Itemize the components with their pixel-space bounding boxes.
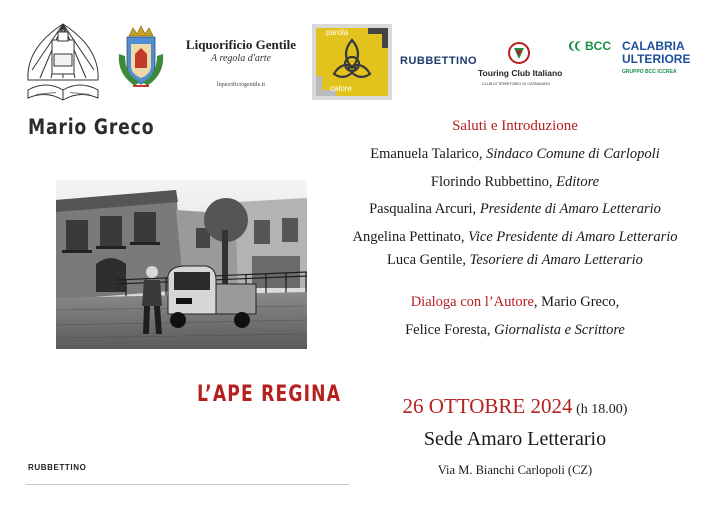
amaro-letterario-logo	[22, 18, 104, 106]
speaker-line	[320, 252, 710, 269]
bcc-calabria-logo	[567, 38, 697, 82]
speaker-role: Tesoriere di Amaro Letterario	[469, 252, 643, 268]
speaker-name: Pasqualina Arcuri,	[369, 201, 477, 217]
parola-text: parola	[326, 28, 349, 37]
bcc-mark-text: BCC	[585, 39, 611, 53]
book-author: Mario Greco	[28, 115, 155, 139]
touring-club-name: Touring Club Italiano	[478, 68, 563, 78]
event-time: (h 18.00)	[576, 402, 628, 417]
event-venue: Sede Amaro Letterario	[423, 428, 607, 450]
touring-club-logo	[478, 42, 563, 88]
moderator-line	[320, 322, 710, 339]
moderator-name: Felice Foresta,	[405, 322, 491, 338]
liquorificio-url: liquorificiogentile.it	[216, 82, 266, 88]
dialogue-author: , Mario Greco,	[533, 294, 620, 310]
speaker-line	[320, 201, 710, 218]
greetings-heading: Saluti e Introduzione	[452, 118, 578, 134]
cover-photo	[56, 180, 307, 349]
parola-calore-emblem-icon	[312, 24, 392, 100]
speaker-name: Angelina Pettinato,	[352, 229, 465, 245]
touring-club-badge-icon	[508, 42, 530, 64]
book-title: L’APE REGINA	[197, 382, 342, 407]
book-publisher: RUBBETTINO	[28, 463, 87, 472]
speaker-name: Emanuela Talarico,	[370, 146, 483, 162]
event-address: Via M. Bianchi Carlopoli (CZ)	[437, 463, 593, 477]
speaker-role: Sindaco Comune di Carlopoli	[486, 146, 660, 162]
coat-of-arms-icon	[115, 24, 167, 92]
speaker-name: Luca Gentile,	[387, 252, 466, 268]
cover-photo-illustration	[56, 180, 307, 349]
bottom-divider	[26, 484, 349, 485]
bcc-calabria-text: CALABRIA	[622, 39, 685, 53]
speaker-role: Vice Presidente di Amaro Letterario	[468, 229, 678, 245]
speaker-role: Editore	[556, 174, 600, 190]
carlopoli-coat-of-arms	[115, 24, 167, 92]
bcc-mark-icon	[567, 39, 583, 53]
speaker-line	[320, 174, 710, 191]
touring-club-subtitle: CLUB DI TERRITORIO DI CATANZARO	[482, 82, 551, 86]
dialogue-label: Dialoga con l’Autore	[410, 294, 534, 310]
bcc-ulteriore-text: ULTERIORE	[622, 52, 691, 66]
event-date-line	[320, 394, 710, 419]
dialogue-line	[320, 294, 710, 311]
liquorificio-gentile-logo	[176, 34, 306, 94]
speaker-name: Florindo Rubbettino,	[430, 174, 553, 190]
event-date: 26 OTTOBRE 2024	[402, 394, 573, 418]
liquorificio-subtitle: A regola d'arte	[211, 53, 271, 64]
liquorificio-title: Liquorificio Gentile	[185, 37, 297, 52]
bcc-group-text: GRUPPO BCC ICCREA	[622, 69, 677, 75]
speaker-line	[320, 146, 710, 163]
moderator-role: Giornalista e Scrittore	[494, 322, 625, 338]
shell-book-emblem-icon	[22, 18, 104, 106]
rubbettino-logo: RUBBETTINO	[400, 55, 478, 67]
calore-text: calore	[330, 84, 352, 93]
speaker-role: Presidente di Amaro Letterario	[479, 201, 661, 217]
speaker-line	[320, 229, 710, 246]
parola-calore-logo	[312, 24, 392, 100]
